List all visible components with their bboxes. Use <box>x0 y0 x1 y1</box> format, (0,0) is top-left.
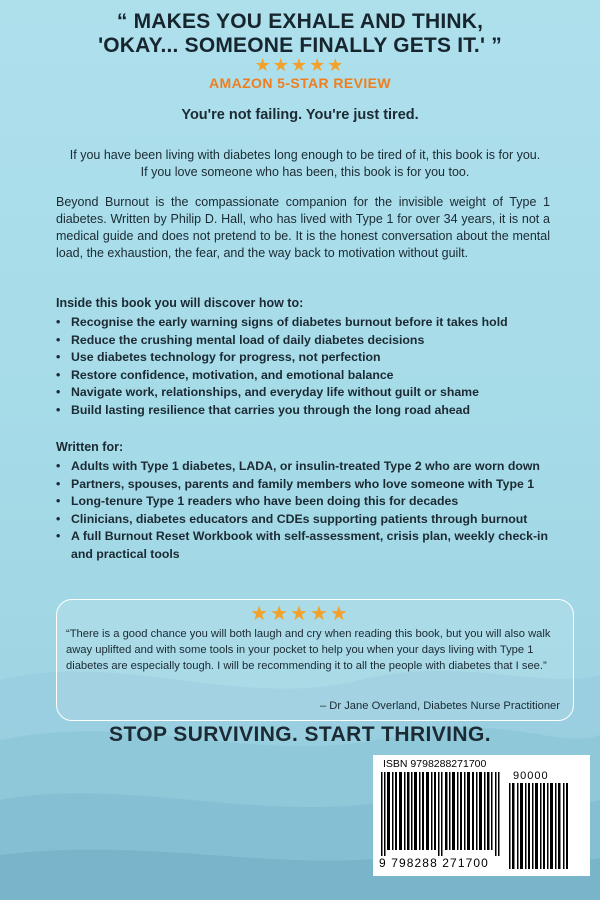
list-item: • Adults with Type 1 diabetes, LADA, or insulin-treated Type 2 who are worn down <box>56 458 556 476</box>
review-headline <box>0 10 600 58</box>
list-item: • Partners, spouses, parents and family members who love someone with Type 1 <box>56 476 556 494</box>
price-code: 90000 <box>513 770 549 782</box>
isbn-digits: 9 798288 271700 <box>379 856 489 870</box>
inside-list <box>56 314 576 419</box>
inside-section-title: Inside this book you will discover how to: <box>56 296 304 310</box>
intro-line-2: If you love someone who has been, this book is for you too. <box>140 165 470 179</box>
list-item: • Restore confidence, motivation, and emotional balance <box>56 367 576 385</box>
list-item: • Long-tenure Type 1 readers who have been doing this for decades <box>56 493 556 511</box>
barcode-bars <box>381 772 505 856</box>
intro-line-1: If you have been living with diabetes long enough to be tired of it, this book is for you. <box>69 148 541 162</box>
list-item: • Clinicians, diabetes educators and CDEs supporting patients through burnout <box>56 511 556 529</box>
testimonial-quote: “There is a good chance you will both laugh and cry when reading this book, but you will also walk away uplifted and with some tools in your pocket to help you when your days living with Type 1 diabetes are especially tough. I will be recommending it to all the people with diabetes that I see.” <box>66 628 551 672</box>
written-for-list <box>56 458 556 563</box>
list-item: • Navigate work, relationships, and everyday life without guilt or shame <box>56 384 576 402</box>
isbn-barcode <box>373 755 590 876</box>
headline-line-1: “ MAKES YOU EXHALE AND THINK, <box>116 10 484 33</box>
list-item: • Build lasting resilience that carries you through the long road ahead <box>56 402 576 420</box>
isbn-label: ISBN 9798288271700 <box>383 758 487 770</box>
testimonial-stars-icon: ★★★★★ <box>250 603 350 625</box>
headline-line-2: 'OKAY... SOMEONE FINALLY GETS IT.' ” <box>98 34 502 57</box>
list-item: • Recognise the early warning signs of diabetes burnout before it takes hold <box>56 314 576 332</box>
tagline: You're not failing. You're just tired. <box>181 107 419 123</box>
list-item: • Use diabetes technology for progress, not perfection <box>56 349 576 367</box>
written-for-title: Written for: <box>56 440 124 454</box>
star-rating-icon: ★★★★★ <box>254 55 346 75</box>
addon-barcode-bars <box>509 783 569 869</box>
list-item: • A full Burnout Reset Workbook with self-assessment, crisis plan, weekly check-in and practical tools <box>56 528 556 563</box>
slogan: STOP SURVIVING. START THRIVING. <box>109 723 491 746</box>
list-item: • Reduce the crushing mental load of daily diabetes decisions <box>56 332 576 350</box>
testimonial-attribution: – Dr Jane Overland, Diabetes Nurse Practitioner <box>319 700 560 712</box>
book-description: Beyond Burnout is the compassionate companion for the invisible weight of Type 1 diabetes. Written by Philip D. Hall, who has lived with Type 1 for over 34 years, it is not a medical guide and does not pretend to be. It is the honest conversation about the mental load, the exhaustion, the fear, and the way back to motivation without guilt. <box>56 195 550 260</box>
intro-text <box>40 147 570 181</box>
review-source-label: AMAZON 5-STAR REVIEW <box>209 75 391 91</box>
